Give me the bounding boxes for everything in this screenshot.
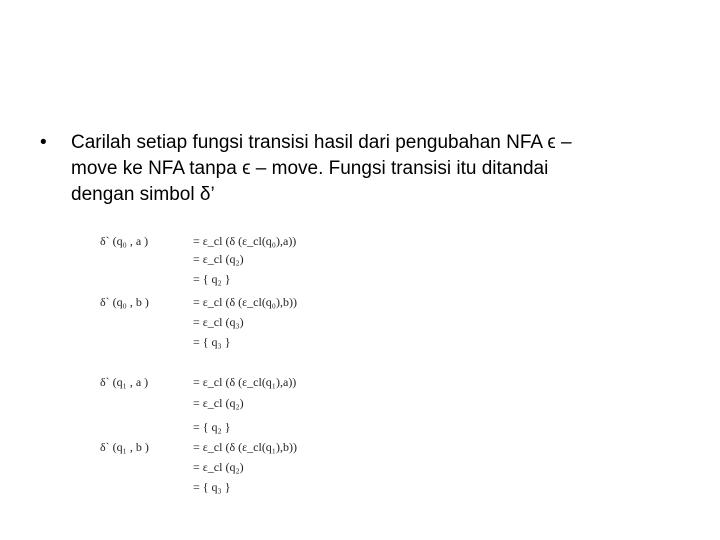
formula-rhs: = ε_cl (δ (ε_cl(q₁),b))	[193, 440, 297, 454]
formula-rhs: = ε_cl (δ (ε_cl(q₀),a))	[193, 234, 297, 248]
formula-rhs: = { q₃ }	[193, 480, 231, 494]
formula-rhs: = { q₃ }	[193, 335, 231, 349]
formula-rhs: = ε_cl (q₂)	[193, 460, 244, 474]
bullet-marker: •	[40, 132, 47, 153]
formula-rhs: = { q₂ }	[193, 420, 231, 434]
formula-rhs: = ε_cl (q₂)	[193, 252, 244, 266]
formula-lhs: δ` (q₀ , b )	[100, 295, 149, 309]
bullet-line-3: dengan simbol δ’	[71, 184, 215, 205]
formula-rhs: = ε_cl (δ (ε_cl(q₀),b))	[193, 295, 297, 309]
formula-lhs: δ` (q₀ , a )	[100, 234, 149, 248]
bullet-point	[40, 130, 680, 208]
bullet-line-1: Carilah setiap fungsi transisi hasil dari pengubahan NFA ϵ –	[71, 132, 572, 153]
formula-rhs: = { q₂ }	[193, 272, 231, 286]
formula-lhs: δ` (q₁ , a )	[100, 375, 149, 389]
bullet-line-2: move ke NFA tanpa ϵ – move. Fungsi transisi itu ditandai	[71, 158, 549, 179]
formula-lhs: δ` (q₁ , b )	[100, 440, 149, 454]
formula-rhs: = ε_cl (q₂)	[193, 396, 244, 410]
formula-rhs: = ε_cl (q₃)	[193, 315, 244, 329]
bullet-text	[71, 130, 680, 208]
formula-rhs: = ε_cl (δ (ε_cl(q₁),a))	[193, 375, 297, 389]
